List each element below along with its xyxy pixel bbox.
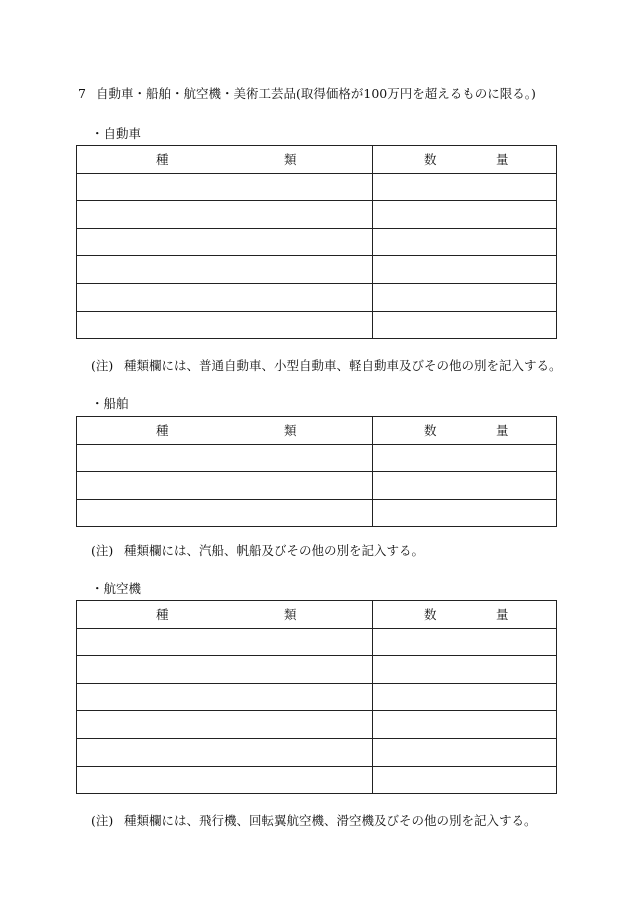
quantity-header-char-2: 量 [496, 152, 509, 168]
quantity-cell[interactable] [373, 173, 557, 201]
quantity-cell[interactable] [373, 766, 557, 794]
quantity-header-char-1: 数 [424, 152, 437, 168]
table-row [77, 444, 557, 472]
quantity-column-header [373, 417, 557, 445]
type-cell[interactable] [77, 499, 373, 527]
table-row [77, 683, 557, 711]
quantity-cell[interactable] [373, 228, 557, 256]
table-header-row [77, 601, 557, 629]
quantity-cell[interactable] [373, 738, 557, 766]
quantity-cell[interactable] [373, 444, 557, 472]
type-header-char-2: 類 [284, 152, 297, 168]
type-cell[interactable] [77, 766, 373, 794]
quantity-header-char-2: 量 [496, 423, 509, 439]
section-title: 自動車・船舶・航空機・美術工芸品(取得価格が100万円を超えるものに限る。) [96, 86, 536, 101]
note-text: 種類欄には、汽船、帆船及びその他の別を記入する。 [124, 543, 425, 558]
type-cell[interactable] [77, 738, 373, 766]
quantity-cell[interactable] [373, 283, 557, 311]
note-prefix: (注) [91, 543, 114, 558]
quantity-cell[interactable] [373, 499, 557, 527]
automobile-heading: ・自動車 [91, 126, 142, 141]
table-row [77, 738, 557, 766]
table-row [77, 628, 557, 656]
table-row [77, 283, 557, 311]
automobile-note [91, 356, 562, 374]
table-row [77, 656, 557, 684]
quantity-cell[interactable] [373, 311, 557, 339]
type-cell[interactable] [77, 311, 373, 339]
type-column-header [77, 146, 373, 174]
type-cell[interactable] [77, 173, 373, 201]
ship-heading: ・船舶 [91, 396, 129, 411]
type-column-header [77, 417, 373, 445]
quantity-column-header [373, 146, 557, 174]
quantity-header-char-1: 数 [424, 423, 437, 439]
table-header-row [77, 146, 557, 174]
type-column-header [77, 601, 373, 629]
type-header-char-1: 種 [156, 607, 169, 623]
quantity-cell[interactable] [373, 656, 557, 684]
automobile-table [76, 145, 557, 339]
type-cell[interactable] [77, 656, 373, 684]
table-row [77, 499, 557, 527]
type-cell[interactable] [77, 444, 373, 472]
table-row [77, 228, 557, 256]
type-cell[interactable] [77, 228, 373, 256]
type-header-char-1: 種 [156, 152, 169, 168]
type-cell[interactable] [77, 683, 373, 711]
type-cell[interactable] [77, 711, 373, 739]
quantity-cell[interactable] [373, 256, 557, 284]
note-text: 種類欄には、普通自動車、小型自動車、軽自動車及びその他の別を記入する。 [124, 358, 562, 373]
type-cell[interactable] [77, 256, 373, 284]
type-header-char-2: 類 [284, 423, 297, 439]
table-header-row [77, 417, 557, 445]
aircraft-heading: ・航空機 [91, 581, 142, 596]
table-row [77, 711, 557, 739]
note-prefix: (注) [91, 358, 114, 373]
table-row [77, 201, 557, 229]
aircraft-table [76, 600, 557, 794]
table-row [77, 766, 557, 794]
section-number: 7 [78, 86, 86, 101]
quantity-cell[interactable] [373, 201, 557, 229]
type-header-char-1: 種 [156, 423, 169, 439]
table-row [77, 311, 557, 339]
page-heading [78, 84, 536, 102]
table-row [77, 256, 557, 284]
quantity-cell[interactable] [373, 683, 557, 711]
table-row [77, 173, 557, 201]
ship-note [91, 541, 424, 559]
quantity-header-char-2: 量 [496, 607, 509, 623]
quantity-cell[interactable] [373, 711, 557, 739]
type-cell[interactable] [77, 628, 373, 656]
table-row [77, 472, 557, 500]
ship-table [76, 416, 557, 527]
quantity-cell[interactable] [373, 472, 557, 500]
quantity-column-header [373, 601, 557, 629]
aircraft-note [91, 811, 537, 829]
type-cell[interactable] [77, 283, 373, 311]
note-prefix: (注) [91, 813, 114, 828]
type-cell[interactable] [77, 201, 373, 229]
quantity-header-char-1: 数 [424, 607, 437, 623]
quantity-cell[interactable] [373, 628, 557, 656]
note-text: 種類欄には、飛行機、回転翼航空機、滑空機及びその他の別を記入する。 [124, 813, 537, 828]
type-cell[interactable] [77, 472, 373, 500]
type-header-char-2: 類 [284, 607, 297, 623]
